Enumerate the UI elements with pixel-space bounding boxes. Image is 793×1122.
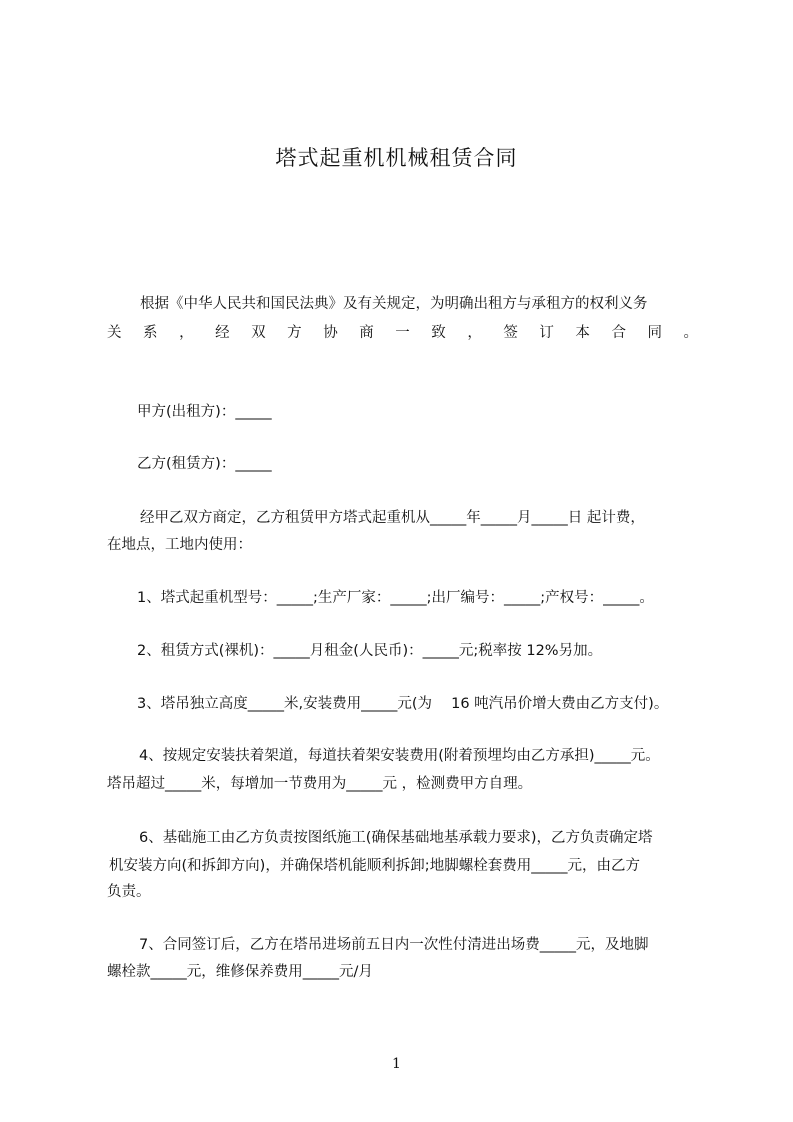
preamble-line-2-char: 同 [647,325,662,341]
clause-2: 2、租赁方式(裸机)：_____月租金(人民币)：_____元;税率按 12%另加。 [137,643,603,659]
intro-line-2: 在地点，工地内使用： [107,537,252,553]
preamble-line-2-char: 系 [143,325,158,341]
preamble-line-2-char: 方 [287,325,302,341]
preamble-line-2-char: 商 [359,325,374,341]
preamble-line-2 [107,321,698,342]
intro-line-1: 经甲乙双方商定，乙方租赁甲方塔式起重机从_____年_____月_____日 起计费， [140,510,645,526]
preamble-line-2-char: 致 [431,325,446,341]
preamble-line-2-char: 本 [575,325,590,341]
clause-3: 3、塔吊独立高度_____米,安装费用_____元(为 16 吨汽吊价增大费由乙方支付)。 [137,696,669,712]
preamble-line-2-char: 订 [539,325,554,341]
preamble-line-1: 根据《中华人民共和国民法典》及有关规定，为明确出租方与承租方的权利义务 [140,296,648,312]
page-number: 1 [392,1056,401,1072]
clause-6-line-2: 机安装方向(和拆卸方向)，并确保塔机能顺利拆卸;地脚螺栓套费用_____元，由乙方 [109,858,640,874]
preamble-line-2-char: ， [467,325,482,341]
clause-7-line-2: 螺栓款_____元，维修保养费用_____元/月 [107,964,373,980]
preamble-line-2-char: 合 [611,325,626,341]
clause-6-line-3: 负责。 [107,884,151,900]
party-b-line: 乙方(租赁方)：_____ [137,456,272,472]
preamble-line-2-char: ， [179,325,194,341]
clause-4-line-1: 4、按规定安装扶着架道，每道扶着架安装费用(附着预埋均由乙方承担)_____元。 [139,748,660,764]
clause-4-line-2: 塔吊超过_____米，每增加一节费用为_____元 ，检测费甲方自理。 [107,776,533,792]
clause-6-line-1: 6、基础施工由乙方负责按图纸施工(确保基础地基承载力要求)，乙方负责确定塔 [139,830,653,846]
preamble-line-2-char: 协 [323,325,338,341]
document-title: 塔式起重机机械租赁合同 [275,146,518,170]
preamble-line-2-char: 双 [251,325,266,341]
clause-1: 1、塔式起重机型号：_____;生产厂家：_____;出厂编号：_____;产权号：_____。 [137,590,654,606]
preamble-line-2-char: 签 [503,325,518,341]
preamble-line-2-char: 一 [395,325,410,341]
clause-7-line-1: 7、合同签订后，乙方在塔吊进场前五日内一次性付清进出场费_____元，及地脚 [139,937,649,953]
party-a-line: 甲方(出租方)：_____ [137,404,272,420]
preamble-line-2-char: 经 [215,325,230,341]
preamble-line-2-char: 。 [683,325,698,341]
preamble-line-2-char: 关 [107,325,122,341]
